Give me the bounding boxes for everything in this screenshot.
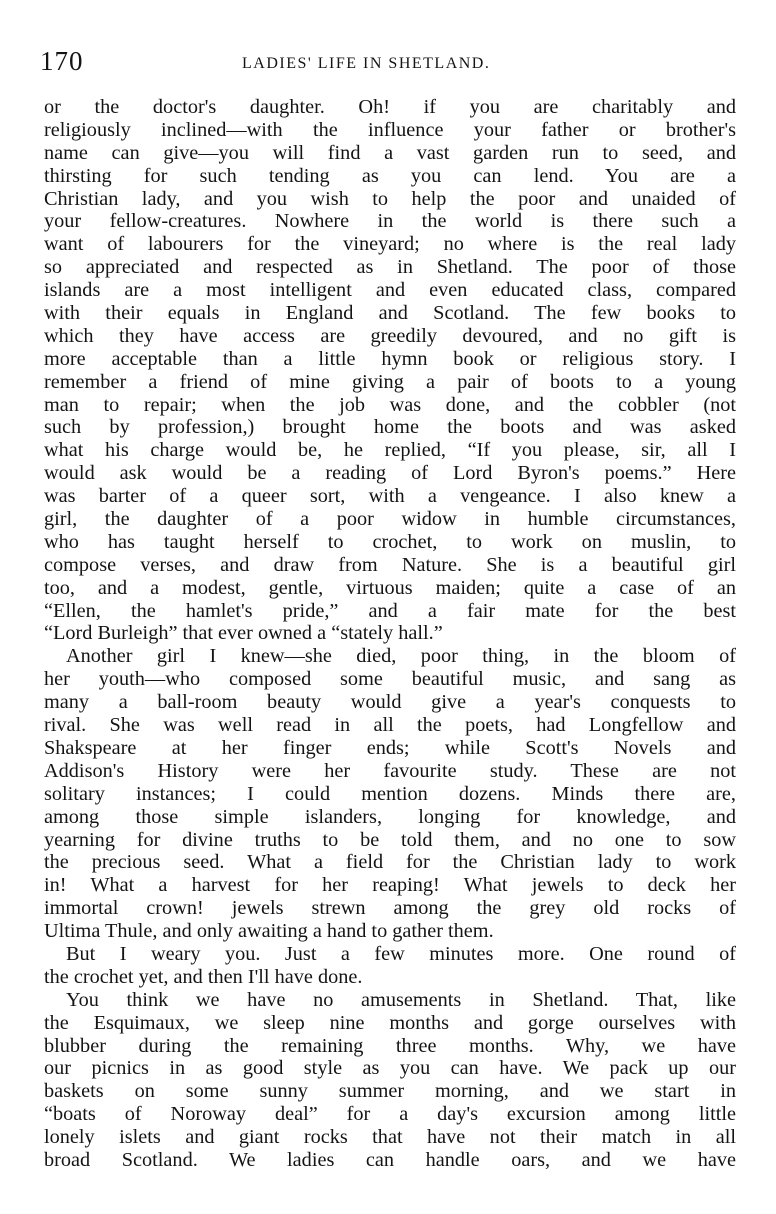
text-line: girl, the daughter of a poor widow in humble circumstances,: [44, 508, 736, 531]
text-line: the precious seed. What a field for the Christian lady to work: [44, 851, 736, 874]
text-line: islands are a most intelligent and even educated class, compared: [44, 279, 736, 302]
text-line: Addison's History were her favourite study. These are not: [44, 759, 736, 782]
text-line: more acceptable than a little hymn book or religious story. I: [44, 347, 736, 370]
text-line: our picnics in as good style as you can have. We pack up our: [44, 1057, 736, 1080]
text-line: many a ball-room beauty would give a year's conquests to: [44, 691, 736, 714]
text-line: among those simple islanders, longing for knowledge, and: [44, 805, 736, 828]
text-line: lonely islets and giant rocks that have not their match in all: [44, 1126, 736, 1149]
text-line: so appreciated and respected as in Shetland. The poor of those: [44, 256, 736, 279]
text-line: such by profession,) brought home the boots and was asked: [44, 416, 736, 439]
text-line: would ask would be a reading of Lord Byron's poems.” Here: [44, 462, 736, 485]
text-line: name can give—you will find a vast garden run to seed, and: [44, 141, 736, 164]
text-line: thirsting for such tending as you can lend. You are a: [44, 164, 736, 187]
text-line: the Esquimaux, we sleep nine months and gorge ourselves with: [44, 1011, 736, 1034]
body-text: [44, 96, 736, 1172]
text-line: Ultima Thule, and only awaiting a hand to gather them.: [44, 920, 494, 943]
text-line: immortal crown! jewels strewn among the grey old rocks of: [44, 897, 736, 920]
text-line: or the doctor's daughter. Oh! if you are charitably and: [44, 96, 736, 118]
text-line: Another girl I knew—she died, poor thing, in the bloom of: [66, 645, 736, 668]
text-line: baskets on some sunny summer morning, and we start in: [44, 1080, 736, 1103]
text-line: who has taught herself to crochet, to work on muslin, to: [44, 530, 736, 553]
text-line: rival. She was well read in all the poets, had Longfellow and: [44, 714, 736, 737]
text-line: “Ellen, the hamlet's pride,” and a fair mate for the best: [44, 599, 736, 622]
text-line: her youth—who composed some beautiful music, and sang as: [44, 668, 736, 691]
page-number: 170: [40, 46, 84, 76]
text-line: You think we have no amusements in Shetland. That, like: [66, 988, 736, 1011]
text-line: too, and a modest, gentle, virtuous maiden; quite a case of an: [44, 576, 736, 599]
text-line: religiously inclined—with the influence your father or brother's: [44, 118, 736, 141]
running-title: LADIES' LIFE IN SHETLAND.: [242, 55, 491, 72]
text-line: man to repair; when the job was done, and the cobbler (not: [44, 393, 736, 416]
page-header: [40, 46, 740, 76]
text-line: was barter of a queer sort, with a vengeance. I also knew a: [44, 485, 736, 508]
text-line: “Lord Burleigh” that ever owned a “stately hall.”: [44, 622, 443, 645]
text-line: your fellow-creatures. Nowhere in the world is there such a: [44, 210, 736, 233]
text-line: remember a friend of mine giving a pair of boots to a young: [44, 370, 736, 393]
text-line: Christian lady, and you wish to help the poor and unaided of: [44, 187, 736, 210]
text-line: broad Scotland. We ladies can handle oars, and we have: [44, 1148, 736, 1171]
text-line: solitary instances; I could mention dozens. Minds there are,: [44, 782, 736, 805]
text-line: But I weary you. Just a few minutes more. One round of: [66, 942, 736, 965]
text-line: the crochet yet, and then I'll have done.: [44, 965, 363, 988]
text-line: which they have access are greedily devoured, and no gift is: [44, 324, 736, 347]
text-line: with their equals in England and Scotland. The few books to: [44, 302, 736, 325]
text-line: yearning for divine truths to be told them, and no one to sow: [44, 828, 736, 851]
text-line: Shakspeare at her finger ends; while Scott's Novels and: [44, 736, 736, 759]
text-line: in! What a harvest for her reaping! What jewels to deck her: [44, 874, 736, 897]
text-line: compose verses, and draw from Nature. She is a beautiful girl: [44, 553, 736, 576]
text-line: want of labourers for the vineyard; no where is the real lady: [44, 233, 736, 256]
text-line: “boats of Noroway deal” for a day's excursion among little: [44, 1103, 736, 1126]
text-line: what his charge would be, he replied, “If you please, sir, all I: [44, 439, 736, 462]
text-line: blubber during the remaining three months. Why, we have: [44, 1034, 736, 1057]
